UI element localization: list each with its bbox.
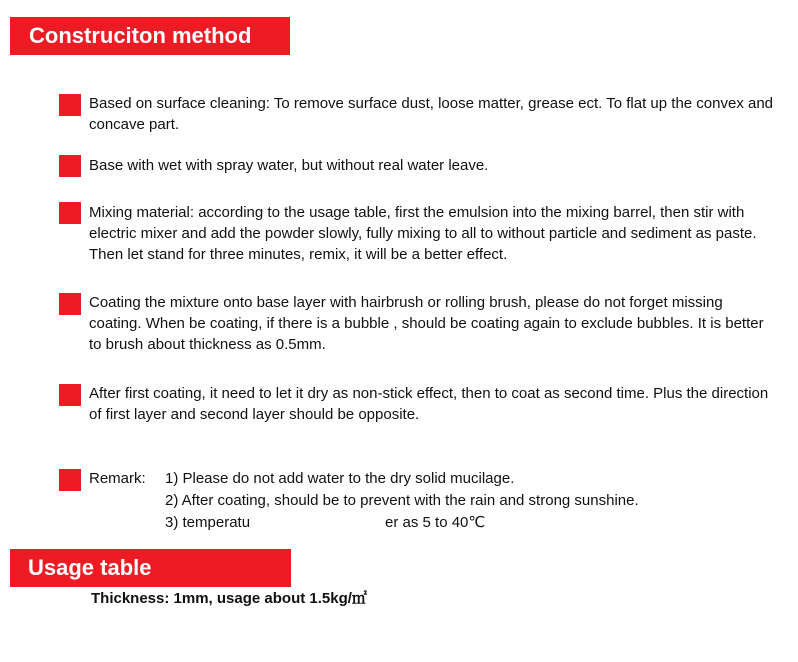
remark-line-3-start: 3) temperatu [165, 514, 251, 531]
bullet-square [59, 155, 81, 177]
remark-label: Remark: [89, 470, 146, 487]
thickness-usage-text: Thickness: 1mm, usage about 1.5kg/㎡ [91, 590, 367, 607]
construction-method-header: Construciton method [10, 17, 290, 55]
bullet-square [59, 469, 81, 491]
remark-line-1: 1) Please do not add water to the dry solid mucilage. [165, 470, 515, 487]
step-4-text: Coating the mixture onto base layer with hairbrush or rolling brush, please do not forget missing coating. When be coating, if there is a bubble , should be coating again to exclude bubbles. It is better to brush about thickness as 0.5mm. [89, 294, 764, 353]
step-1-text: Based on surface cleaning: To remove surface dust, loose matter, grease ect. To flat up the convex and concave part. [89, 95, 774, 133]
remark-line-3-end: er as 5 to 40℃ [385, 514, 486, 531]
usage-table-header: Usage table [10, 549, 291, 587]
bullet-square [59, 384, 81, 406]
step-3-text: Mixing material: according to the usage table, first the emulsion into the mixing barrel, then stir with electric mixer and add the powder slowly, fully mixing to all to without particle and sediment as paste. Then let stand for three minutes, remix, it will be a better effect. [89, 204, 757, 263]
bullet-square [59, 293, 81, 315]
step-5-text: After first coating, it need to let it dry as non-stick effect, then to coat as second time. Plus the direction of first layer and second layer should be opposite. [89, 385, 769, 423]
bullet-square [59, 202, 81, 224]
bullet-square [59, 94, 81, 116]
remark-line-2: 2) After coating, should be to prevent with the rain and strong sunshine. [165, 492, 639, 509]
step-2-text: Base with wet with spray water, but without real water leave. [89, 157, 489, 174]
